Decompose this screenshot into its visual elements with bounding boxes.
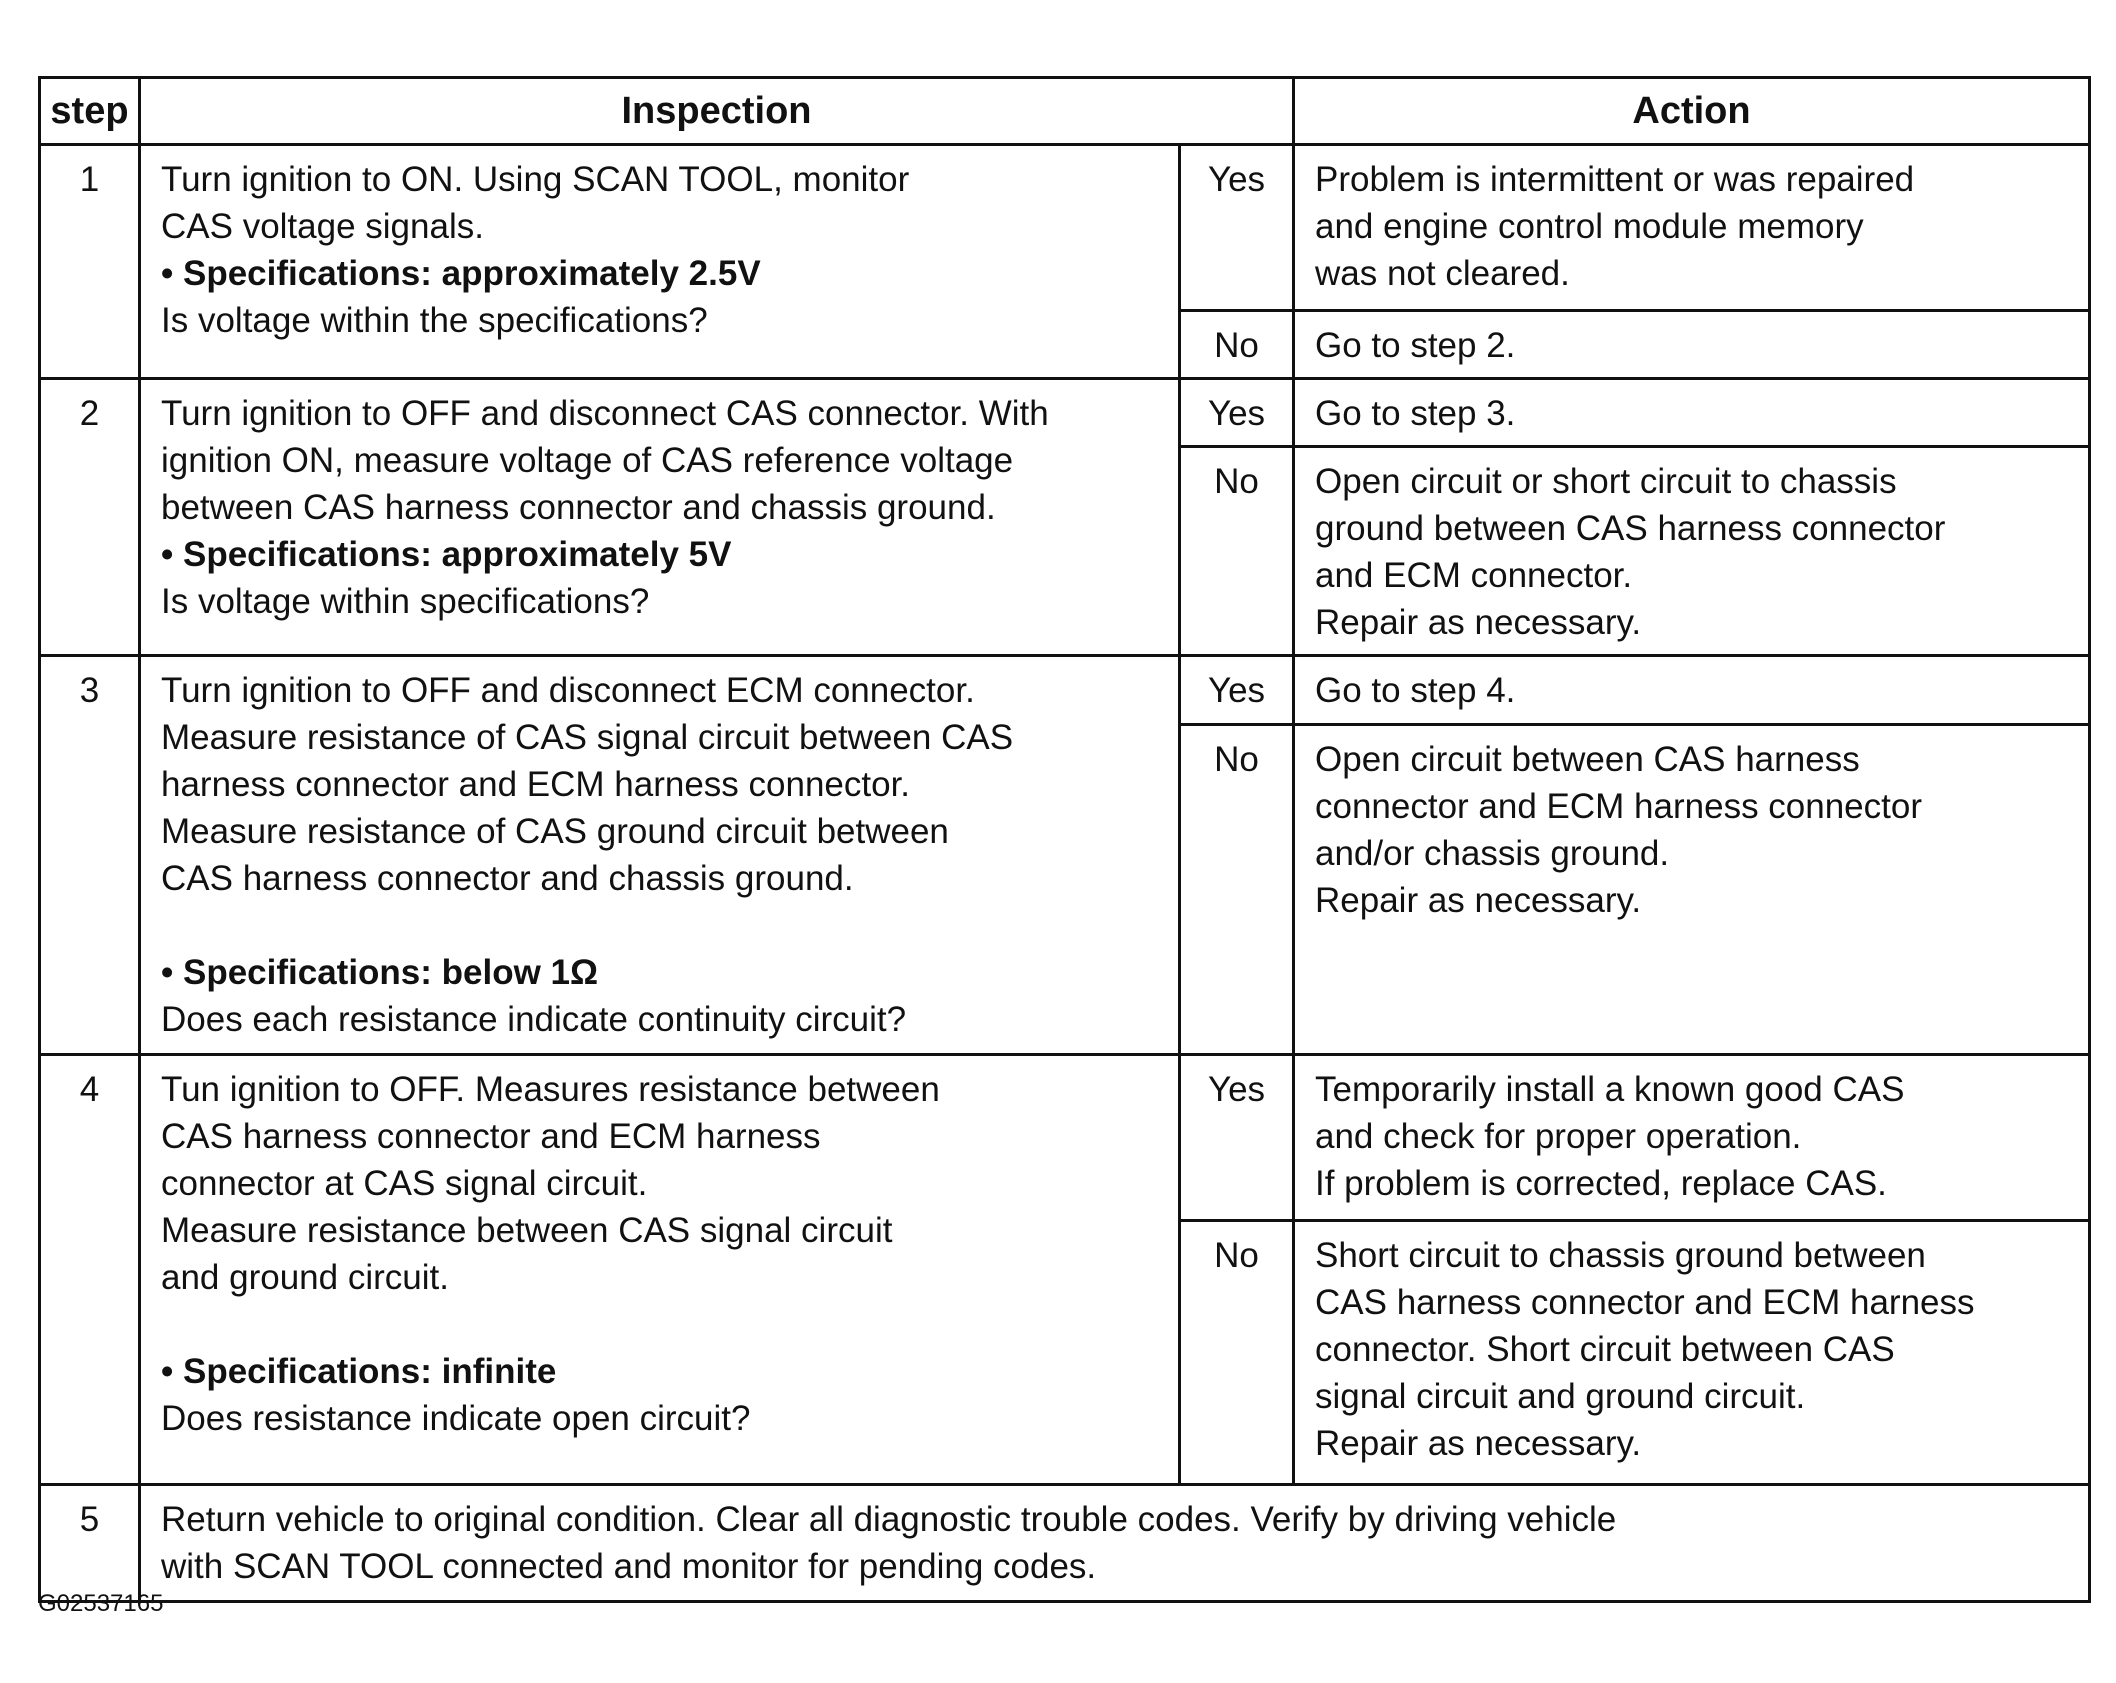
no-action xyxy=(1294,724,2090,1054)
no-action xyxy=(1294,311,2090,379)
text-line: connector. Short circuit between CAS xyxy=(1315,1330,1895,1369)
text-line: CAS harness connector and ECM harness xyxy=(161,1117,821,1156)
text-line: was not cleared. xyxy=(1315,254,1570,293)
text-line: and check for proper operation. xyxy=(1315,1117,1802,1156)
no-label: No xyxy=(1180,724,1294,1054)
yes-action xyxy=(1294,1055,2090,1221)
text-line: CAS voltage signals. xyxy=(161,207,484,246)
table-body xyxy=(40,145,2090,1602)
text-line: signal circuit and ground circuit. xyxy=(1315,1377,1806,1416)
no-label: No xyxy=(1180,447,1294,656)
yes-label: Yes xyxy=(1180,1055,1294,1221)
question: Does resistance indicate open circuit? xyxy=(161,1399,751,1438)
yes-action xyxy=(1294,145,2090,311)
step-number: 4 xyxy=(40,1055,140,1485)
text-line: CAS harness connector and chassis ground. xyxy=(161,859,854,898)
text-line: Turn ignition to OFF and disconnect ECM connector. xyxy=(161,671,975,710)
text-line: Tun ignition to OFF. Measures resistance between xyxy=(161,1070,940,1109)
text-line: Short circuit to chassis ground between xyxy=(1315,1236,1926,1275)
header-row xyxy=(40,78,2090,145)
text-line: Open circuit or short circuit to chassis xyxy=(1315,462,1897,501)
step-number: 1 xyxy=(40,145,140,379)
text-line: Measure resistance between CAS signal circuit xyxy=(161,1211,893,1250)
yes-action xyxy=(1294,379,2090,447)
header-inspection: Inspection xyxy=(140,78,1294,145)
text-line: Go to step 3. xyxy=(1315,394,1516,433)
inspection-cell xyxy=(140,145,1180,379)
no-label: No xyxy=(1180,1221,1294,1485)
text-line: Repair as necessary. xyxy=(1315,1424,1642,1463)
inspection-cell xyxy=(140,656,1180,1055)
specification: • Specifications: approximately 5V xyxy=(161,535,732,574)
step-number: 3 xyxy=(40,656,140,1055)
question: Is voltage within specifications? xyxy=(161,582,650,621)
table-row xyxy=(40,656,2090,725)
question: Is voltage within the specifications? xyxy=(161,301,708,340)
table-row xyxy=(40,145,2090,311)
text-line: with SCAN TOOL connected and monitor for pending codes. xyxy=(161,1547,1097,1586)
text-line: Temporarily install a known good CAS xyxy=(1315,1070,1905,1109)
final-step-text xyxy=(140,1485,2090,1602)
text-line: and ECM connector. xyxy=(1315,556,1633,595)
no-action xyxy=(1294,447,2090,656)
text-line: Problem is intermittent or was repaired xyxy=(1315,160,1915,199)
text-line: connector at CAS signal circuit. xyxy=(161,1164,648,1203)
text-line: Measure resistance of CAS ground circuit between xyxy=(161,812,949,851)
yes-label: Yes xyxy=(1180,656,1294,725)
no-action xyxy=(1294,1221,2090,1485)
spacer xyxy=(161,1301,1158,1348)
text-line: Repair as necessary. xyxy=(1315,880,1642,920)
no-label: No xyxy=(1180,311,1294,379)
question: Does each resistance indicate continuity circuit? xyxy=(161,1000,907,1039)
text-line: Turn ignition to ON. Using SCAN TOOL, monitor xyxy=(161,160,910,199)
text-line: CAS harness connector and ECM harness xyxy=(1315,1283,1975,1322)
text-line: Measure resistance of CAS signal circuit between CAS xyxy=(161,718,1014,757)
text-line: and engine control module memory xyxy=(1315,207,1864,246)
text-line: Repair as necessary. xyxy=(1315,603,1642,642)
text-line: connector and ECM harness connector xyxy=(1315,786,1922,826)
inspection-cell xyxy=(140,1055,1180,1485)
text-line: Go to step 2. xyxy=(1315,326,1516,365)
text-line: Open circuit between CAS harness xyxy=(1315,739,1860,779)
text-line: and ground circuit. xyxy=(161,1258,449,1297)
text-line: harness connector and ECM harness connector. xyxy=(161,765,911,804)
table-row xyxy=(40,1055,2090,1221)
inspection-cell xyxy=(140,379,1180,656)
table-row xyxy=(40,379,2090,447)
step-number: 2 xyxy=(40,379,140,656)
text-line: ground between CAS harness connector xyxy=(1315,509,1946,548)
table-row-final xyxy=(40,1485,2090,1602)
text-line: between CAS harness connector and chassis ground. xyxy=(161,488,996,527)
specification: • Specifications: approximately 2.5V xyxy=(161,254,761,293)
text-line: ignition ON, measure voltage of CAS reference voltage xyxy=(161,441,1014,480)
figure-id: G02537165 xyxy=(38,1590,164,1617)
yes-label: Yes xyxy=(1180,145,1294,311)
text-line: Return vehicle to original condition. Clear all diagnostic trouble codes. Verify by driving vehicle xyxy=(161,1500,1617,1539)
text-line: Turn ignition to OFF and disconnect CAS connector. With xyxy=(161,394,1049,433)
diagnostic-table xyxy=(38,76,2091,1603)
text-line: If problem is corrected, replace CAS. xyxy=(1315,1164,1887,1203)
text-line: and/or chassis ground. xyxy=(1315,833,1670,873)
yes-label: Yes xyxy=(1180,379,1294,447)
header-action: Action xyxy=(1294,78,2090,145)
step-number: 5 xyxy=(40,1485,140,1602)
spacer xyxy=(161,902,1158,949)
specification: • Specifications: infinite xyxy=(161,1352,557,1391)
specification: • Specifications: below 1Ω xyxy=(161,953,599,992)
yes-action xyxy=(1294,656,2090,725)
header-step: step xyxy=(40,78,140,145)
text-line: Go to step 4. xyxy=(1315,671,1516,710)
